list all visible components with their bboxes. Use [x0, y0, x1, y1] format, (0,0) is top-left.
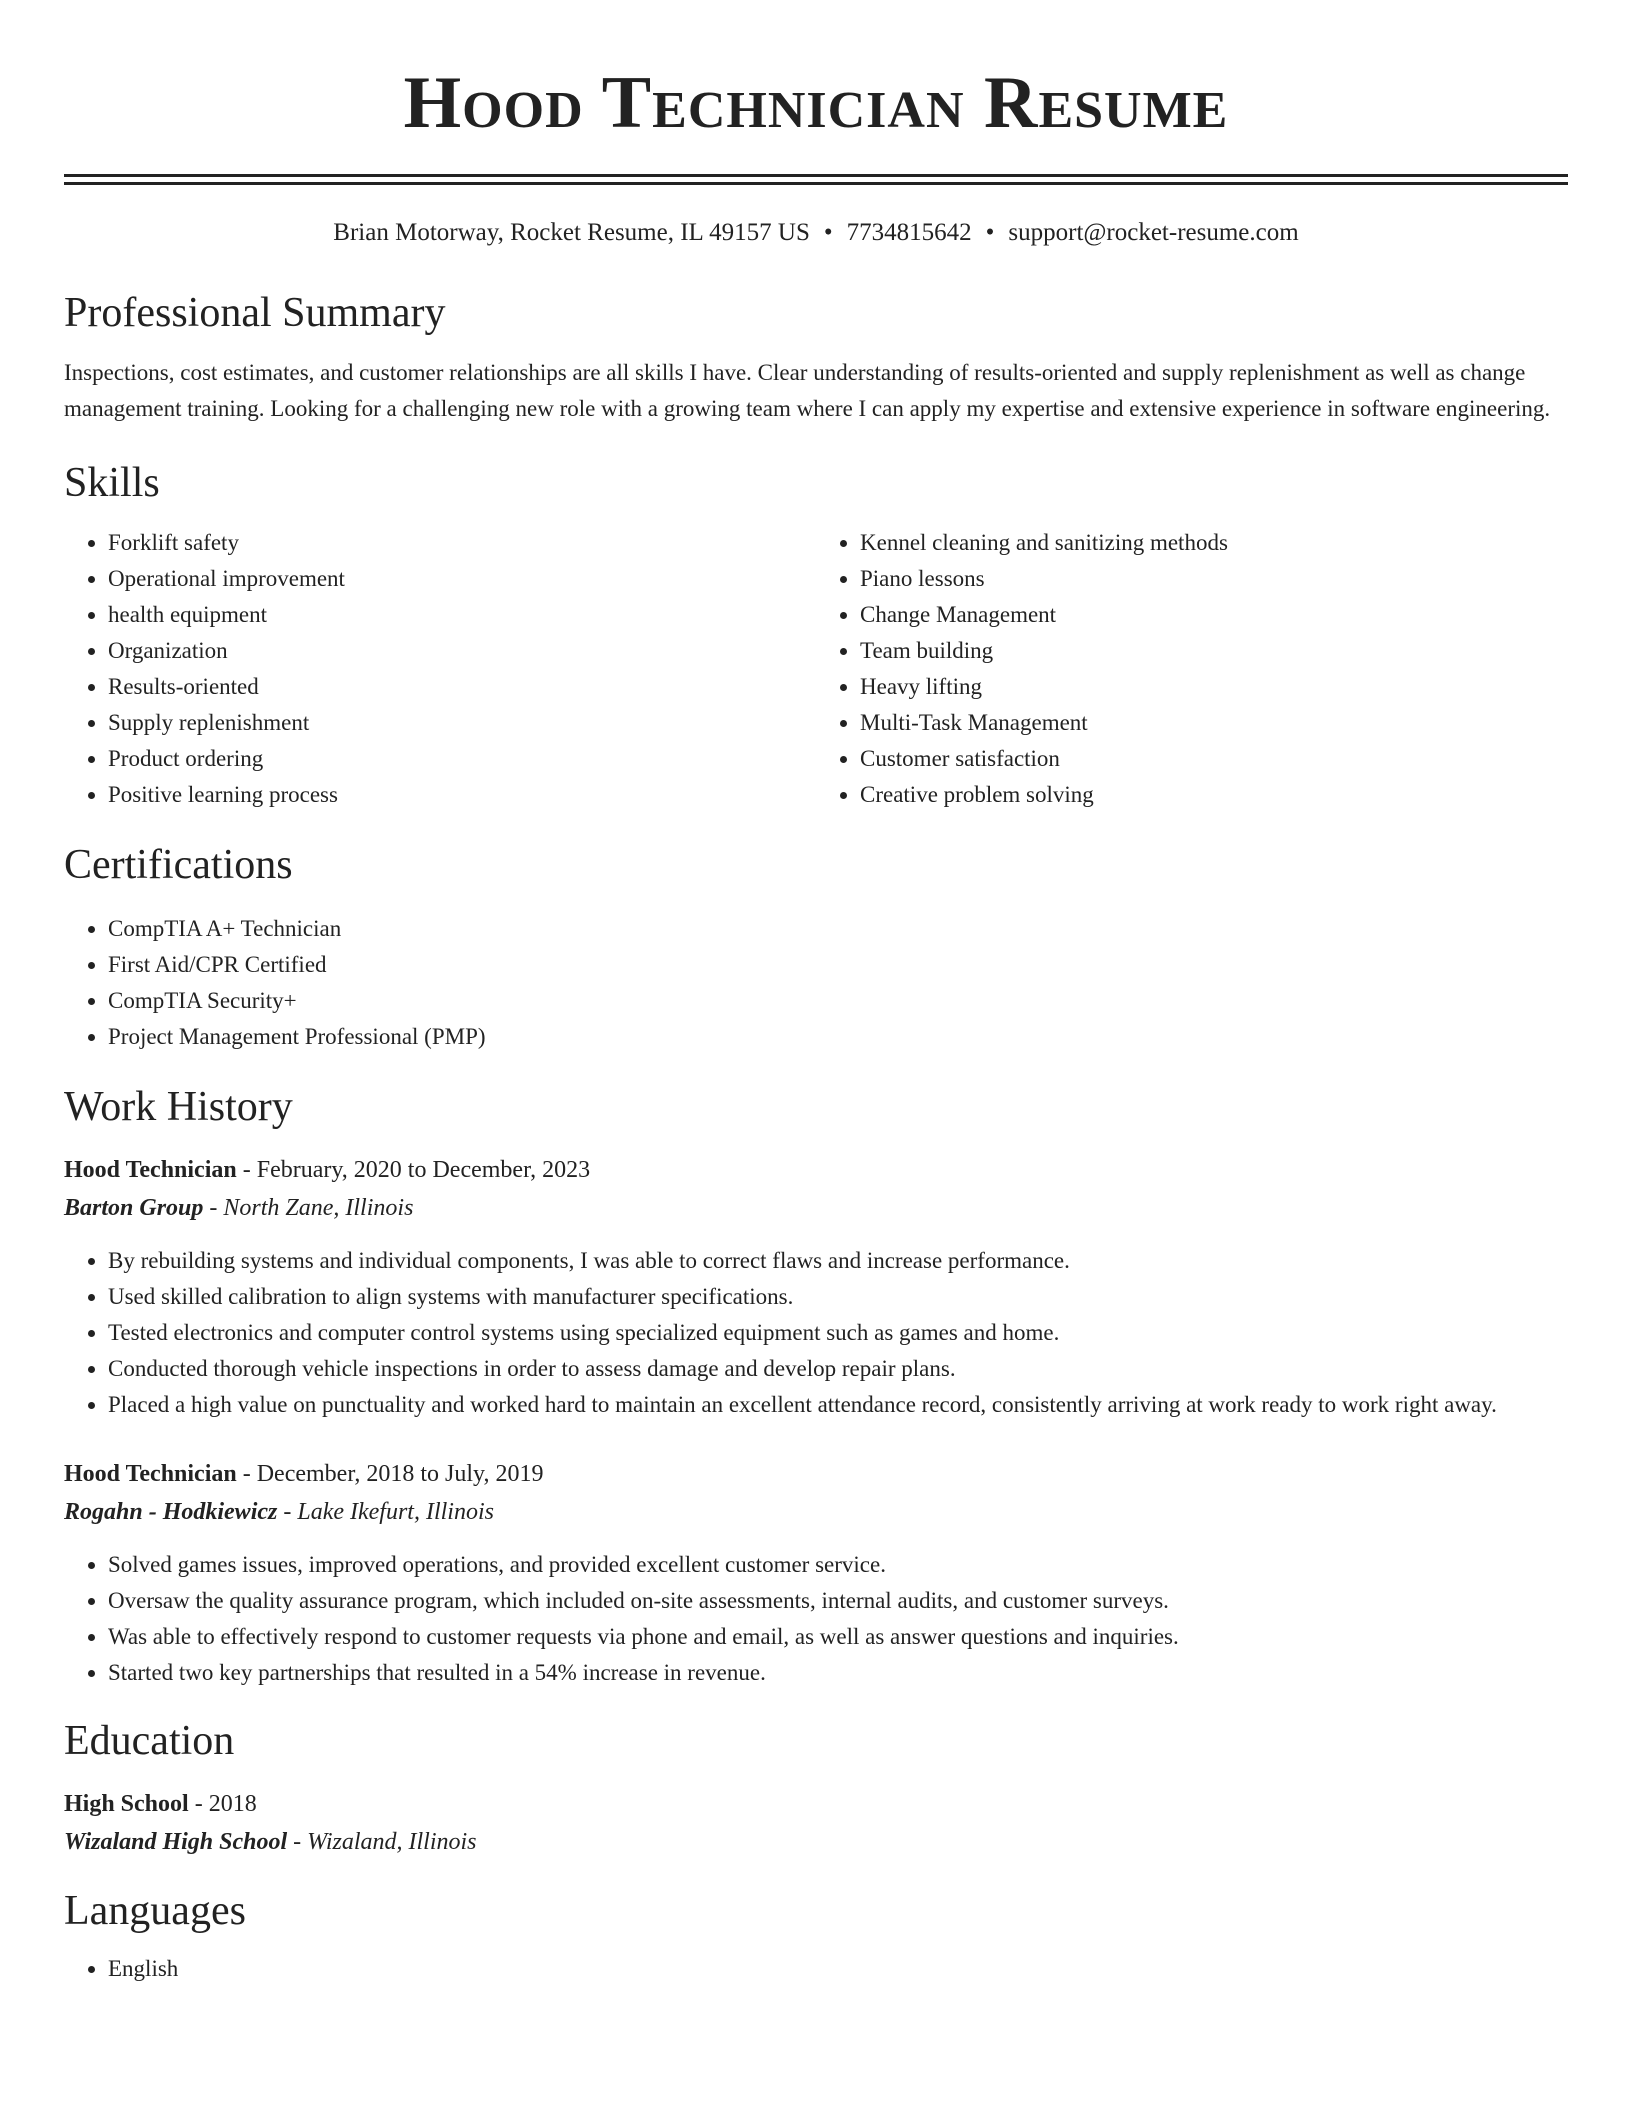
- skill-item: • Heavy lifting: [860, 669, 1568, 705]
- education-degree-line: [64, 1785, 1568, 1823]
- skill-item: • Customer satisfaction: [860, 741, 1568, 777]
- education-year: - 2018: [188, 1791, 257, 1817]
- job-bullets: [64, 1547, 1568, 1691]
- company-name: Barton Group: [64, 1195, 204, 1221]
- skill-item: • Results-oriented: [108, 669, 816, 705]
- job-title-line: [64, 1455, 1568, 1493]
- skill-item: • Creative problem solving: [860, 777, 1568, 813]
- certification-item: • CompTIA A+ Technician: [108, 911, 1568, 947]
- contact-separator: •: [985, 219, 995, 246]
- contact-separator: •: [823, 219, 833, 246]
- skills-columns: [64, 525, 1568, 813]
- skill-item: • Kennel cleaning and sanitizing methods: [860, 525, 1568, 561]
- education-school-line: [64, 1823, 1568, 1861]
- language-item: • English: [108, 1951, 1568, 1987]
- languages-heading: Languages: [64, 1888, 246, 1934]
- languages-list: [64, 1951, 1568, 1987]
- skill-item: • Change Management: [860, 597, 1568, 633]
- skill-item: • Product ordering: [108, 741, 816, 777]
- certification-item: • First Aid/CPR Certified: [108, 947, 1568, 983]
- certification-item: • Project Management Professional (PMP): [108, 1019, 1568, 1055]
- job-bullet: • Tested electronics and computer control systems using specialized equipment such as games and home.: [108, 1315, 1568, 1351]
- skills-list-left: [64, 525, 816, 813]
- skills-heading: Skills: [64, 460, 160, 506]
- job-bullet: • Was able to effectively respond to customer requests via phone and email, as well as answer questions and inquiries.: [108, 1619, 1568, 1655]
- job-entry: [64, 1151, 1568, 1423]
- job-dates: - February, 2020 to December, 2023: [236, 1157, 591, 1183]
- skill-item: • Organization: [108, 633, 816, 669]
- job-title: Hood Technician: [64, 1461, 237, 1487]
- job-title: Hood Technician: [64, 1157, 237, 1183]
- education-degree: High School: [64, 1791, 189, 1817]
- work-history-heading: Work History: [64, 1084, 293, 1130]
- skill-item: • Team building: [860, 633, 1568, 669]
- company-location: - Lake Ikefurt, Illinois: [277, 1499, 494, 1525]
- job-title-line: [64, 1151, 1568, 1189]
- contact-line: [64, 217, 1568, 249]
- skill-item: • Multi-Task Management: [860, 705, 1568, 741]
- job-bullet: • Oversaw the quality assurance program, which included on-site assessments, internal audits, and customer surveys.: [108, 1583, 1568, 1619]
- job-bullet: • Solved games issues, improved operations, and provided excellent customer service.: [108, 1547, 1568, 1583]
- certifications-heading: Certifications: [64, 842, 293, 888]
- contact-address: Brian Motorway, Rocket Resume, IL 49157 US: [333, 219, 810, 246]
- company-line: [64, 1189, 1568, 1227]
- job-bullet: • Placed a high value on punctuality and worked hard to maintain an excellent attendance record, consistently arriving at work ready to work right away.: [108, 1387, 1568, 1423]
- skill-item: • health equipment: [108, 597, 816, 633]
- skill-item: • Forklift safety: [108, 525, 816, 561]
- job-bullet: • Used skilled calibration to align systems with manufacturer specifications.: [108, 1279, 1568, 1315]
- job-bullets: [64, 1243, 1568, 1423]
- education-heading: Education: [64, 1718, 235, 1764]
- certifications-list: [64, 911, 1568, 1055]
- company-location: - North Zane, Illinois: [203, 1195, 414, 1221]
- company-line: [64, 1493, 1568, 1531]
- skill-item: • Positive learning process: [108, 777, 816, 813]
- contact-email: support@rocket-resume.com: [1008, 219, 1299, 246]
- contact-phone: 7734815642: [846, 219, 972, 246]
- education-school: Wizaland High School: [64, 1829, 288, 1855]
- resume-title: Hood Technician Resume: [403, 62, 1229, 144]
- skills-list-right: [816, 525, 1568, 813]
- summary-heading: Professional Summary: [64, 290, 446, 336]
- job-entry: [64, 1455, 1568, 1691]
- job-bullet: • Started two key partnerships that resulted in a 54% increase in revenue.: [108, 1655, 1568, 1691]
- skill-item: • Piano lessons: [860, 561, 1568, 597]
- job-bullet: • Conducted thorough vehicle inspections in order to assess damage and develop repair plans.: [108, 1351, 1568, 1387]
- job-dates: - December, 2018 to July, 2019: [236, 1461, 544, 1487]
- company-name: Rogahn - Hodkiewicz: [64, 1499, 278, 1525]
- title-divider: [64, 174, 1568, 185]
- skill-item: • Operational improvement: [108, 561, 816, 597]
- job-bullet: • By rebuilding systems and individual components, I was able to correct flaws and increase performance.: [108, 1243, 1568, 1279]
- education-location: - Wizaland, Illinois: [287, 1829, 477, 1855]
- summary-text: Inspections, cost estimates, and customer relationships are all skills I have. Clear understanding of results-oriented and supply replenishment as well as change management training. Looking for a challenging new role with a growing team where I can apply my expertise and extensive experience in software engineering.: [64, 360, 1551, 421]
- skill-item: • Supply replenishment: [108, 705, 816, 741]
- certification-item: • CompTIA Security+: [108, 983, 1568, 1019]
